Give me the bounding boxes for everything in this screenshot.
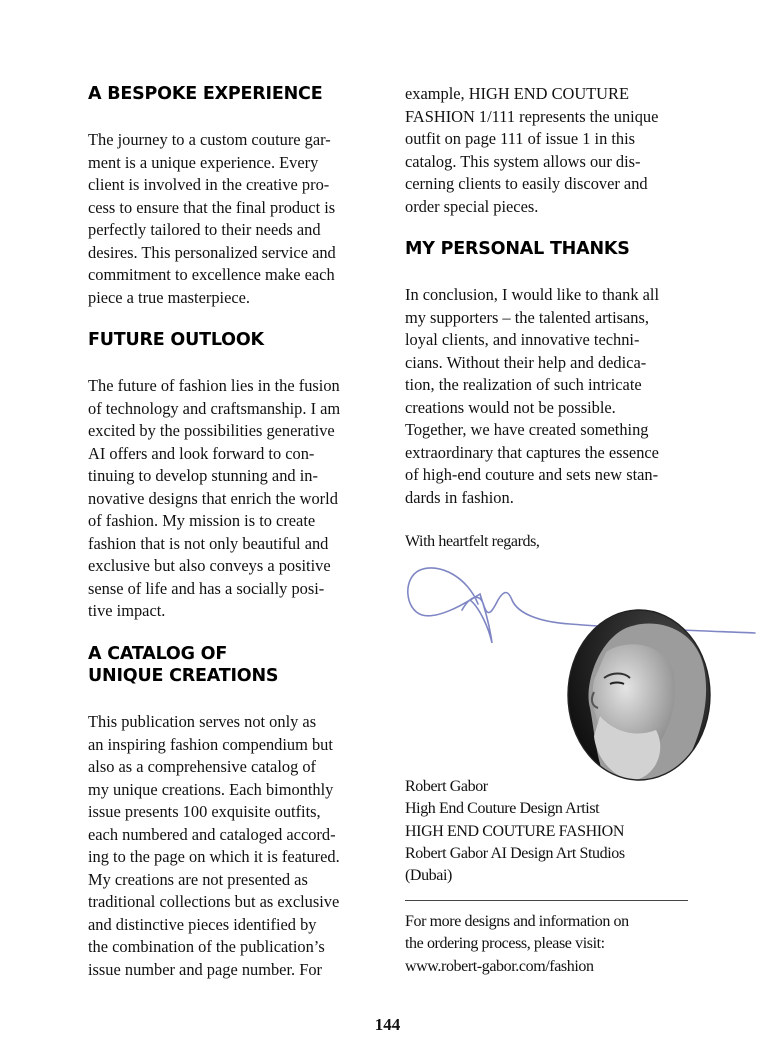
page-number: 144 <box>374 1015 401 1034</box>
portrait-photo <box>566 608 712 782</box>
closing-line: With heartfelt regards, <box>405 533 540 550</box>
heading-bespoke-experience: A BESPOKE EXPERIENCE <box>88 84 323 104</box>
paragraph-bespoke: The journey to a custom couture gar- ment is a unique experience. Every client is involved in the creative pro- cess to ensure that the final product is perfectly tailored to their needs and desires. This personalized service and commitment to excellence make each piece a true masterpiece. <box>88 130 336 307</box>
heading-personal-thanks: MY PERSONAL THANKS <box>405 239 630 259</box>
author-credits: Robert Gabor High End Couture Design Artist HIGH END COUTURE FASHION Robert Gabor AI Design Art Studios (Dubai) <box>405 778 625 885</box>
paragraph-future: The future of fashion lies in the fusion of technology and craftsmanship. I am excited by the possibilities generative AI offers and look forward to con- tinuing to develop stunning and in- novative designs that enrich the world of fashion. My mission is to create fashion that is not only beautiful and exclusive but also conveys a positive sense of life and has a socially posi- tive impact. <box>88 376 341 620</box>
divider-line <box>405 900 688 901</box>
heading-future-outlook: FUTURE OUTLOOK <box>88 330 264 350</box>
heading-catalog: A CATALOG OF UNIQUE CREATIONS <box>88 644 279 686</box>
visit-info: For more designs and information on the ordering process, please visit: www.robert-gabor.com/fashion <box>405 913 629 975</box>
paragraph-catalog-continued: example, HIGH END COUTURE FASHION 1/111 represents the unique outfit on page 111 of issue 1 in this catalog. This system allows our dis- cerning clients to easily discover and order special pieces. <box>405 84 659 216</box>
paragraph-catalog: This publication serves not only as an inspiring fashion compendium but also as a comprehensive catalog of my unique creations. Each bimonthly issue presents 100 exquisite outfits, each numbered and cataloged accord- ing to the page on which it is featured. My creations are not presented as traditional collections but as exclusive and distinctive pieces identified by the combination of the publication’s issue number and page number. For <box>88 712 340 979</box>
paragraph-thanks: In conclusion, I would like to thank all my supporters – the talented artisans, loyal clients, and innovative techni- cians. Without their help and dedica- tion, the realization of such intricate creations would not be possible. Together, we have created something extraordinary that captures the essence of high-end couture and sets new stan- dards in fashion. <box>405 285 660 507</box>
